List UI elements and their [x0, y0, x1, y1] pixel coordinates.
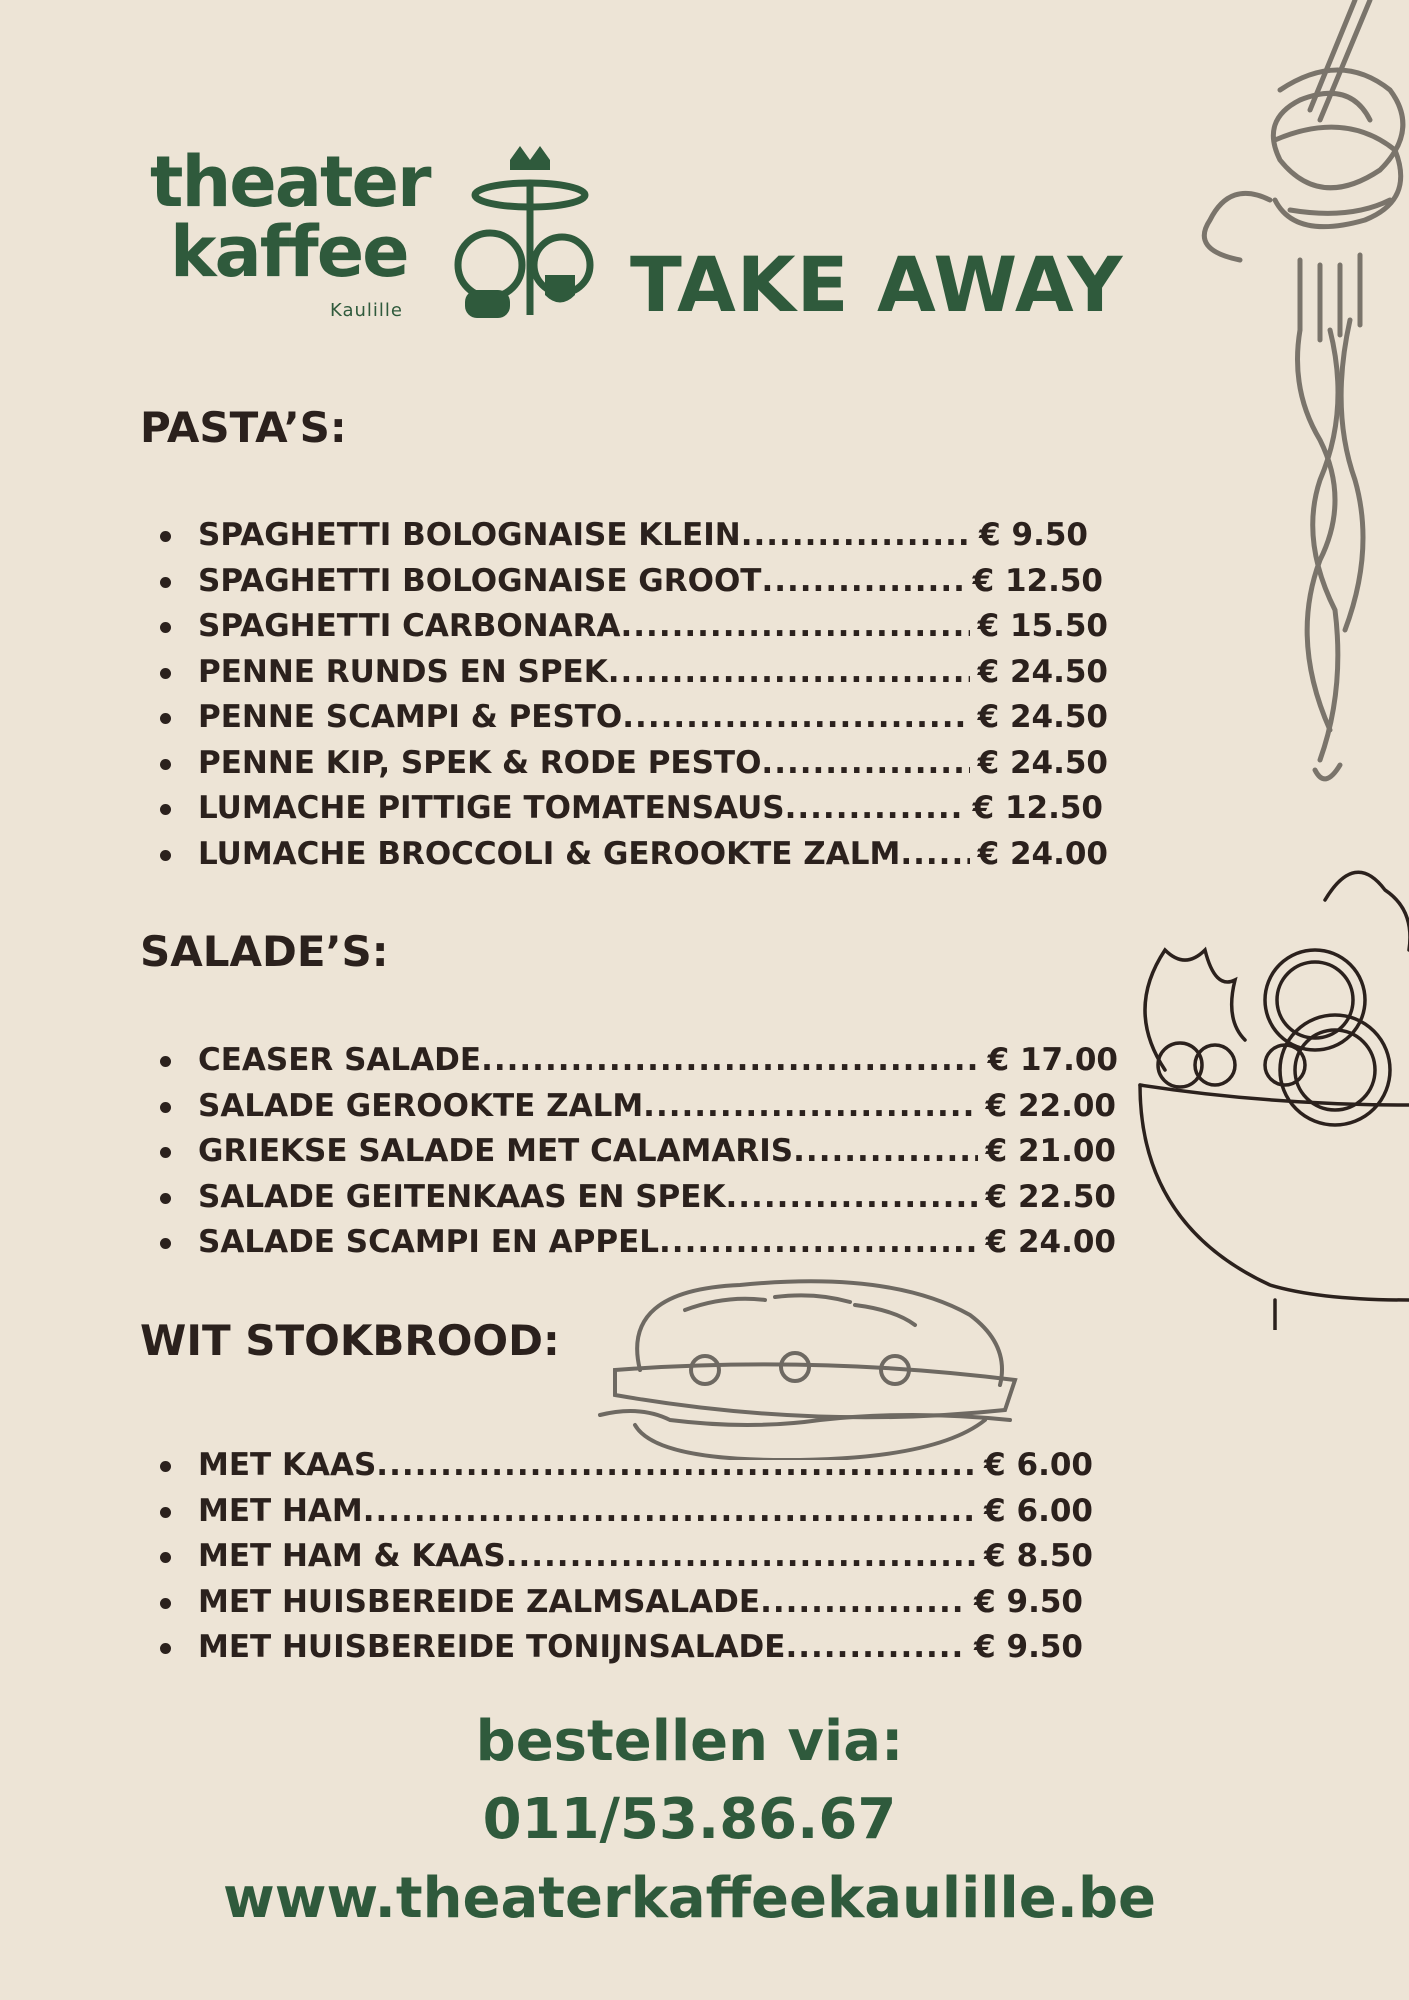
- menu-item: [160, 1084, 1116, 1130]
- item-name: MET HUISBEREIDE TONIJNSALADE: [198, 1629, 786, 1665]
- menu-item: [160, 1625, 1083, 1671]
- item-name: PENNE KIP, SPEK & RODE PESTO: [198, 744, 762, 781]
- menu-item: [160, 1038, 1118, 1084]
- bread-list: [160, 1443, 1093, 1671]
- item-name: SPAGHETTI CARBONARA: [198, 608, 621, 644]
- item-price: € 8.50: [984, 1538, 1093, 1574]
- order-label: bestellen via:: [475, 1709, 904, 1774]
- item-price: € 9.50: [979, 517, 1088, 553]
- item-price: € 24.50: [977, 744, 1108, 781]
- item-price: € 12.50: [972, 790, 1103, 826]
- section-title-salads: SALADE’S:: [140, 927, 389, 976]
- item-price: € 15.50: [977, 608, 1108, 644]
- item-name: CEASER SALADE: [198, 1042, 482, 1078]
- menu-item: [160, 559, 1103, 605]
- item-name: PENNE SCAMPI & PESTO: [198, 699, 623, 735]
- logo: [150, 140, 590, 340]
- item-price: € 22.50: [985, 1178, 1116, 1215]
- item-name: SALADE SCAMPI EN APPEL: [198, 1224, 660, 1260]
- menu-item: [160, 1129, 1116, 1175]
- item-name: LUMACHE BROCCOLI & GEROOKTE ZALM: [198, 835, 901, 872]
- section-title-pasta: PASTA’S:: [140, 403, 347, 452]
- item-name: LUMACHE PITTIGE TOMATENSAUS: [198, 790, 785, 826]
- logo-line-1: theater: [150, 141, 430, 223]
- item-name: SALADE GEROOKTE ZALM: [198, 1087, 644, 1124]
- logo-line-2: kaffee: [170, 211, 408, 293]
- item-name: PENNE RUNDS EN SPEK: [198, 653, 608, 690]
- item-name: MET HAM: [198, 1492, 363, 1529]
- item-name: SALADE GEITENKAAS EN SPEK: [198, 1178, 726, 1215]
- item-name: SPAGHETTI BOLOGNAISE KLEIN: [198, 517, 741, 553]
- menu-item: [160, 1175, 1116, 1221]
- item-price: € 12.50: [972, 562, 1103, 599]
- menu-item: [160, 695, 1108, 741]
- item-name: MET HUISBEREIDE ZALMSALADE: [198, 1583, 761, 1620]
- item-price: € 17.00: [987, 1042, 1118, 1078]
- theater-emblem-icon: [450, 140, 600, 330]
- menu-item: [160, 650, 1108, 696]
- menu-item: [160, 604, 1108, 650]
- menu-item: [160, 513, 1088, 559]
- item-price: € 9.50: [974, 1629, 1083, 1665]
- item-price: € 22.00: [985, 1087, 1116, 1124]
- website-link[interactable]: www.theaterkaffeekaulille.be: [222, 1866, 1157, 1931]
- menu-item: [160, 832, 1108, 878]
- pasta-fork-icon: [1170, 0, 1409, 800]
- menu-item: [160, 741, 1108, 787]
- item-price: € 24.50: [977, 699, 1108, 735]
- item-name: MET HAM & KAAS: [198, 1538, 506, 1574]
- menu-item: [160, 1580, 1083, 1626]
- section-title-bread: WIT STOKBROOD:: [140, 1316, 560, 1365]
- item-price: € 9.50: [974, 1583, 1083, 1620]
- pasta-list: [160, 513, 1110, 877]
- sandwich-icon: [595, 1275, 1025, 1460]
- item-price: € 24.00: [977, 835, 1108, 872]
- item-name: SPAGHETTI BOLOGNAISE GROOT: [198, 562, 762, 599]
- phone-number: 011/53.86.67: [482, 1787, 897, 1852]
- item-price: € 6.00: [984, 1447, 1093, 1483]
- item-price: € 24.50: [977, 653, 1108, 690]
- page-title: TAKE AWAY: [630, 240, 1124, 329]
- item-name: GRIEKSE SALADE MET CALAMARIS: [198, 1133, 794, 1169]
- menu-item: [160, 1220, 1116, 1266]
- salad-list: [160, 1038, 1118, 1266]
- item-price: € 24.00: [985, 1224, 1116, 1260]
- logo-subtitle: Kaulille: [330, 300, 404, 321]
- salad-bowl-icon: [1135, 830, 1409, 1330]
- item-price: € 21.00: [985, 1133, 1116, 1169]
- menu-item: [160, 786, 1103, 832]
- item-name: MET KAAS: [198, 1447, 377, 1483]
- menu-item: [160, 1489, 1093, 1535]
- item-price: € 6.00: [984, 1492, 1093, 1529]
- menu-item: [160, 1534, 1093, 1580]
